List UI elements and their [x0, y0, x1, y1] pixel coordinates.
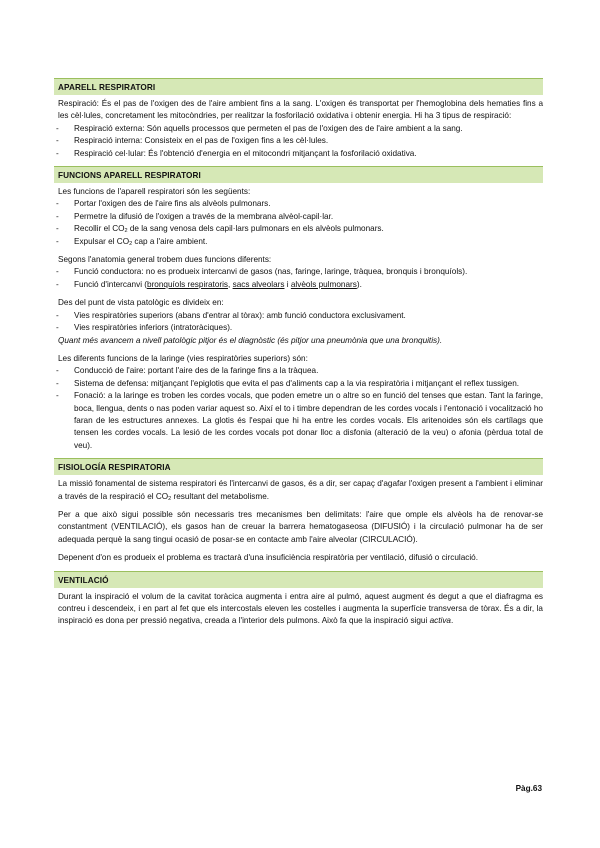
paragraph-patologic: Des del punt de vista patològic es divideix en:: [58, 298, 224, 308]
list-item: - Permetre la difusió de l'oxigen a través de la membrana alvèol-capil·lar.: [54, 211, 543, 223]
list-item: - Vies respiratòries superiors (abans d'entrar al tòrax): amb funció conductora exclusivament.: [54, 310, 543, 322]
paragraph-anatomia: Segons l'anatomia general trobem dues funcions diferents:: [58, 255, 272, 265]
list-anatomia: [54, 266, 543, 291]
section-heading-aparell: APARELL RESPIRATORI: [54, 78, 543, 95]
list-item: - Vies respiratòries inferiors (intratoràciques).: [54, 322, 543, 334]
section-heading-funcions: FUNCIONS APARELL RESPIRATORI: [54, 166, 543, 183]
document-page: [54, 78, 543, 628]
list-item: - Recollir el $CO_2$ de la sang venosa dels capil·lars pulmonars en els alvèols pulmonars.: [54, 223, 543, 235]
list-item: - Sistema de defensa: mitjançant l'epiglotis que evita el pas d'aliments cap a la via respiratòria i mitjançant el reflex tussigen.: [54, 378, 543, 390]
list-vies: [54, 310, 543, 335]
paragraph-mecanismes: Per a que això sigui possible són necessaris tres mecanismes ben delimitats: l'aire que omple els alvèols ha de renovar-se constantment (VENTILACIÓ), els gasos han de creuar la barrera hematogaseosa (DIFUSIÓ) i la circulació pulmonar ha de ser adequada perquè la sang tingui ocasió de posar-se en contacte amb l'aire alveolar (CIRCULACIÓ).: [58, 509, 543, 544]
paragraph-respiracio: Respiració: És el pas de l'oxigen des de l'aire ambient fins a la sang. L'oxigen és transportat per l'hemoglobina dels hematies fins a les cèl·lules, concretament les mitocòndries, per realitzar la fosforilació oxidativa i obtenir energia. Hi ha 3 tipus de respiració:: [58, 99, 543, 121]
list-item: - Respiració interna: Consisteix en el pas de l'oxigen fins a les cèl·lules.: [54, 135, 543, 147]
paragraph-italic-note: Quant més avancem a nivell patològic pitjor és el diagnòstic (és pitjor una pneumònia que una bronquitis).: [58, 335, 443, 345]
page-number: Pàg.63: [515, 784, 542, 793]
list-item: - Funció d'intercanvi (bronquíols respiratoris, sacs alveolars i alvèols pulmonars).: [54, 279, 543, 291]
list-item: - Funció conductora: no es produeix intercanvi de gasos (nas, faringe, laringe, tràquea, bronquis i bronquíols).: [54, 266, 543, 278]
list-item: - Portar l'oxigen des de l'aire fins als alvèols pulmonars.: [54, 198, 543, 210]
section-heading-fisiologia: FISIOLOGÍA RESPIRATORIA: [54, 458, 543, 475]
section-heading-ventilacio: VENTILACIÓ: [54, 571, 543, 588]
list-item: - Respiració cel·lular: És l'obtenció d'energia en el mitocondri mitjançant la fosforilació oxidativa.: [54, 148, 543, 160]
list-item: - Conducció de l'aire: portant l'aire des de la faringe fins a la tràquea.: [54, 365, 543, 377]
list-item: - Respiració externa: Són aquells processos que permeten el pas de l'oxigen des de l'aire ambient a la sang.: [54, 123, 543, 135]
list-item: - Fonació: a la laringe es troben les cordes vocals, que poden emetre un o altre so en funció del tenses que estan. Tant la faringe, boca, llengua, dents o nas poden variar aquest so. Així el to i timbre dependran de les cordes vocals i l'entonació i vocalització ho faran de les estructures annexes. La glotis és l'espai que hi ha entre les cordes vocals. Els aritenoides són els cartílags que tensen les cordes vocals. La lesió de les cordes vocals pot donar lloc a disfonia (alteració de la veu) o afonia (pèrdua total de veu).: [54, 390, 543, 452]
paragraph-funcions-intro: Les funcions de l'aparell respiratori són les següents:: [58, 187, 251, 197]
paragraph-missio: La missió fonamental de sistema respiratori és l'intercanvi de gasos, és a dir, ser capaç d'agafar l'oxigen present a l'ambient i eliminar a través de la respiració el $CO_2$ resultant del metabolisme.: [58, 479, 543, 502]
list-item: - Expulsar el $CO_2$ cap a l'aire ambient.: [54, 236, 543, 248]
paragraph-inspiracio: Durant la inspiració el volum de la cavitat toràcica augmenta i entra aire al pulmó, aquest augment és degut a que el diafragma es contreu i descendeix, i en part al fet que els intercostals eleven les costelles i augmenta la superfície transversa de tòrax. És a dir, la inspiració es dona per pressió negativa, creada a l'interior dels pulmons. Això fa que la inspiració sigui activa.: [58, 591, 543, 626]
paragraph-laringe: Les diferents funcions de la laringe (vies respiratòries superiors) són:: [58, 353, 308, 363]
paragraph-insuficiencia: Depenent d'on es produeix el problema es tractarà d'una insuficiència respiratòria per ventilació, difusió o circulació.: [58, 553, 479, 563]
list-laringe: [54, 365, 543, 452]
list-funcions: [54, 198, 543, 248]
list-respiracio-types: [54, 123, 543, 160]
